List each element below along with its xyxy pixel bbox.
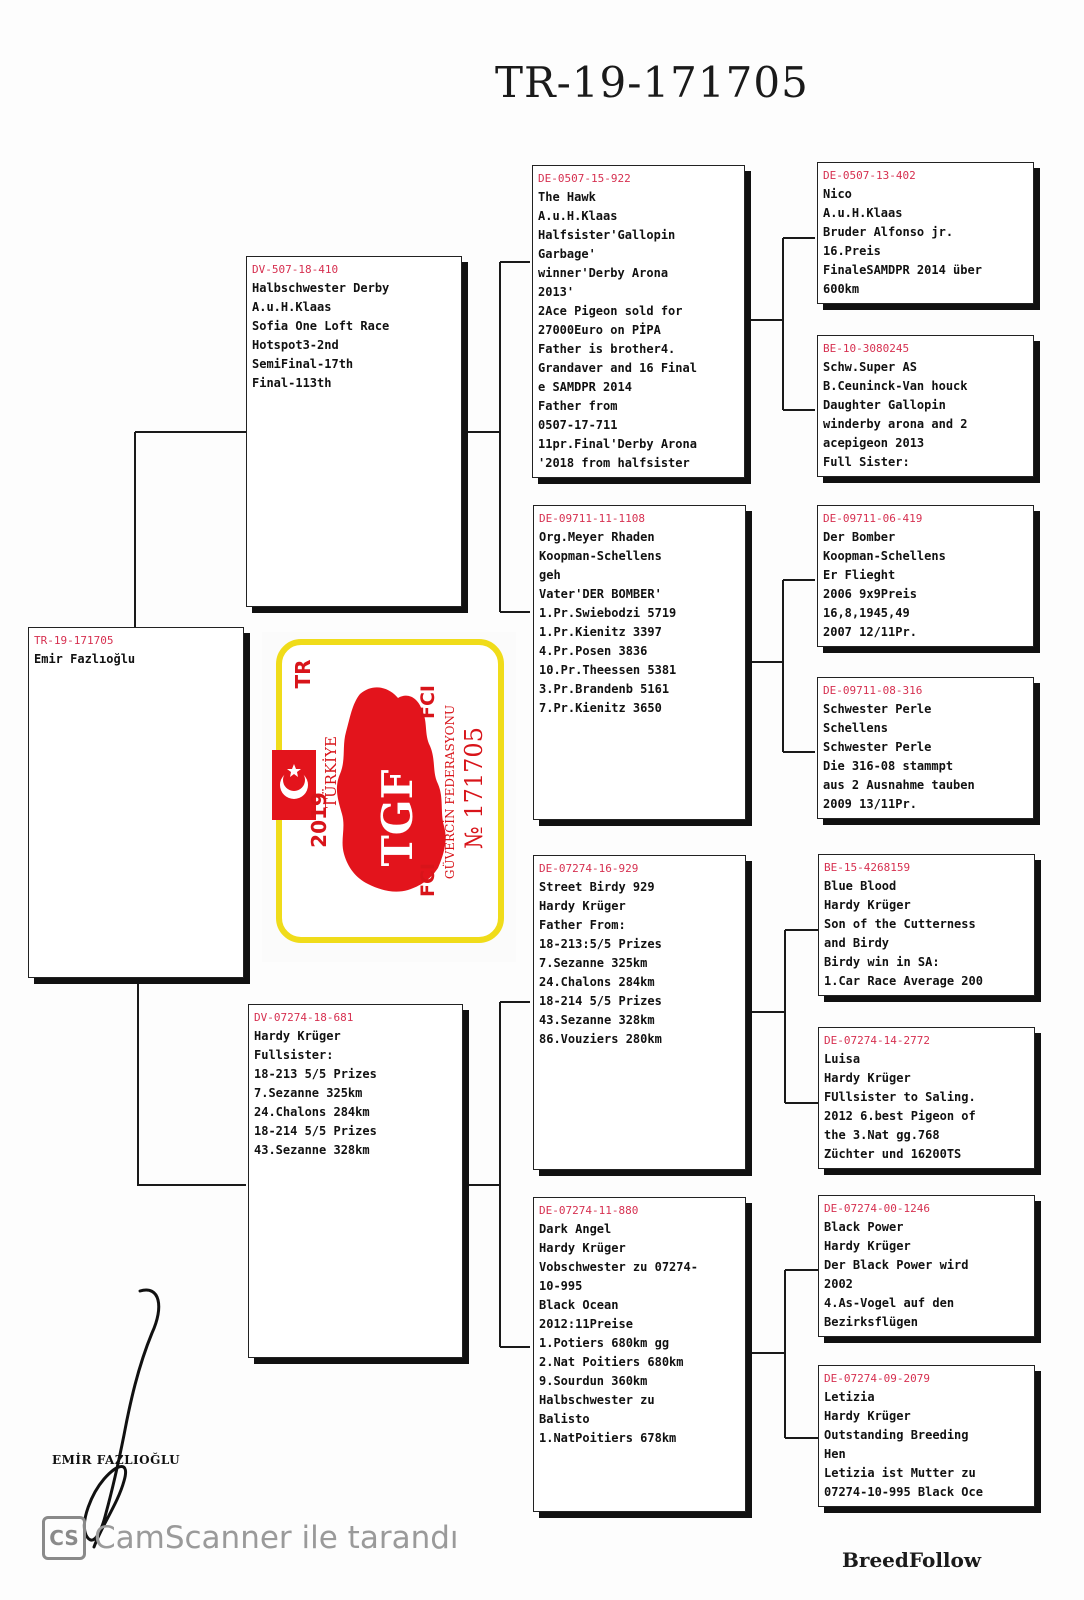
card-line: 16.Preis [823,244,881,258]
card-line: 2012:11Preise [539,1317,633,1331]
card-line: Dark Angel [539,1222,612,1236]
card-line: Hardy Krüger [539,1241,626,1255]
ring-number: DE-0507-13-402 [823,169,916,182]
ring-number: DV-07274-18-681 [254,1011,354,1024]
card-line: 2006 9x9Preis [823,587,917,601]
card-line: e SAMDPR 2014 [538,380,632,394]
card-line: Father from [538,399,618,413]
card-line: Father is brother4. [538,342,676,356]
card-line: Balisto [539,1412,590,1426]
card-line: 07274-10-995 Black Oce [824,1485,983,1499]
ring-number: DV-507-18-410 [252,263,339,276]
card-line: Birdy win in SA: [824,955,940,969]
card-line: Grandaver and 16 Final [538,361,697,375]
card-line: 600km [823,282,860,296]
card-line: Black Power [824,1220,904,1234]
card-line: Street Birdy 929 [539,880,655,894]
dam-sire-sire-card [818,854,1035,996]
card-line: B.Ceuninck-Van houck [823,379,968,393]
sire-sire-dam-card [817,335,1034,477]
sire-dam-card [533,505,746,820]
card-line: 2013' [538,285,575,299]
card-line: Schellens [823,721,889,735]
card-line: Black Ocean [539,1298,619,1312]
card-line: Letizia [824,1390,875,1404]
card-line: 2007 12/11Pr. [823,625,917,639]
card-line: Er Flieght [823,568,896,582]
card-line: Hardy Krüger [254,1029,341,1043]
dam-card [248,1004,463,1358]
card-line: 43.Sezanne 328km [254,1143,370,1157]
logo-year: 2019 [307,792,331,848]
card-line: 18-214 5/5 Prizes [254,1124,377,1138]
tgf-fci-logo [262,632,516,962]
card-line: A.u.H.Klaas [252,300,332,314]
card-line: Blue Blood [824,879,897,893]
ring-number: DE-07274-09-2079 [824,1372,930,1385]
card-line: Garbage' [538,247,596,261]
dam-dam-card [533,1197,746,1512]
card-line: 10.Pr.Theessen 5381 [539,663,677,677]
card-line: 43.Sezanne 328km [539,1013,655,1027]
sire-card [246,256,462,607]
ring-number: DE-0507-15-922 [538,172,631,185]
card-line: Schw.Super AS [823,360,917,374]
ring-number: DE-07274-14-2772 [824,1034,930,1047]
ring-number: BE-15-4268159 [824,861,911,874]
card-line: A.u.H.Klaas [538,209,618,223]
card-line: Father From: [539,918,626,932]
card-line: 7.Sezanne 325km [539,956,648,970]
camscanner-icon: CS [42,1516,86,1560]
card-line: Sofia One Loft Race [252,319,390,333]
card-line: geh [539,568,561,582]
card-line: 86.Vouziers 280km [539,1032,662,1046]
card-line: Hardy Krüger [824,1409,911,1423]
card-line: 2.Nat Poitiers 680km [539,1355,684,1369]
card-line: 2012 6.best Pigeon of [824,1109,976,1123]
card-line: 24.Chalons 284km [254,1105,370,1119]
card-line: Der Black Power wird [824,1258,969,1272]
card-line: Halbschwester zu [539,1393,655,1407]
camscanner-text: CamScanner ile tarandı [94,1520,459,1556]
card-line: 1.NatPoitiers 678km [539,1431,677,1445]
card-line: 24.Chalons 284km [539,975,655,989]
card-line: Outstanding Breeding [824,1428,969,1442]
card-line: Son of the Cutterness [824,917,976,931]
card-line: 2002 [824,1277,853,1291]
card-line: aus 2 Ausnahme tauben [823,778,975,792]
card-line: and Birdy [824,936,890,950]
card-line: Luisa [824,1052,861,1066]
ring-number: DE-07274-00-1246 [824,1202,930,1215]
card-line: 18-213 5/5 Prizes [254,1067,377,1081]
ring-number: TR-19-171705 [34,634,114,647]
card-line: 1.Pr.Swiebodzi 5719 [539,606,677,620]
card-line: Halfsister'Gallopin [538,228,676,242]
card-line: 18-214 5/5 Prizes [539,994,662,1008]
card-line: 7.Sezanne 325km [254,1086,363,1100]
card-line: FinaleSAMDPR 2014 über [823,263,982,277]
card-line: Schwester Perle [823,702,932,716]
card-line: Bruder Alfonso jr. [823,225,954,239]
card-line: 11pr.Final'Derby Arona [538,437,697,451]
logo-fci-top: FCI [417,685,439,719]
card-line: 4.As-Vogel auf den [824,1296,955,1310]
breedfollow-brand: BreedFollow [842,1548,982,1572]
logo-number: № 171705 [460,727,488,849]
card-line: SemiFinal-17th [252,357,354,371]
card-line: Hardy Krüger [824,1239,911,1253]
card-line: Halbschwester Derby [252,281,390,295]
ring-number: DE-09711-08-316 [823,684,923,697]
sire-sire-sire-card [817,162,1034,304]
card-line: Hardy Krüger [539,899,626,913]
card-line: Hotspot3-2nd [252,338,339,352]
card-line: Die 316-08 stammpt [823,759,954,773]
card-line: 1.Potiers 680km gg [539,1336,670,1350]
signature-name: EMİR FAZLIOĞLU [52,1453,181,1467]
card-line: 4.Pr.Posen 3836 [539,644,648,658]
card-line: Nico [823,187,852,201]
card-line: Emir Fazlıoğlu [34,652,136,666]
card-line: Der Bomber [823,530,896,544]
card-line: The Hawk [538,190,596,204]
logo-fci-bottom: FCI [417,863,439,897]
ring-number: DE-07274-16-929 [539,862,639,875]
card-line: winderby arona and 2 [823,417,968,431]
logo-country: TÜRKİYE [322,736,340,808]
card-line: Full Sister: [823,455,910,469]
card-line: winner'Derby Arona [538,266,669,280]
card-line: A.u.H.Klaas [823,206,903,220]
card-line: FUllsister to Saling. [824,1090,976,1104]
card-line: Bezirksflügen [824,1315,918,1329]
card-line: 0507-17-711 [538,418,618,432]
dam-sire-dam-card [818,1027,1035,1169]
card-line: Org.Meyer Rhaden [539,530,655,544]
ring-number: DE-09711-06-419 [823,512,923,525]
card-line: Final-113th [252,376,332,390]
card-line: Vater'DER BOMBER' [539,587,662,601]
card-line: Hen [824,1447,846,1461]
card-line: Letizia ist Mutter zu [824,1466,976,1480]
ring-number: DE-09711-11-1108 [539,512,645,525]
sire-dam-sire-card [817,505,1034,647]
card-line: 18-213:5/5 Prizes [539,937,662,951]
card-line: Hardy Krüger [824,898,911,912]
card-line: 9.Sourdun 360km [539,1374,648,1388]
sire-sire-card [532,165,745,478]
card-line: '2018 from halfsister [538,456,690,470]
card-line: 1.Car Race Average 200 [824,974,983,988]
camscanner-watermark [42,1515,459,1561]
card-line: Schwester Perle [823,740,932,754]
pedigree-title: TR-19-171705 [495,58,809,107]
dam-dam-dam-card [818,1365,1035,1507]
dam-sire-card [533,855,746,1170]
card-line: Vobschwester zu 07274- [539,1260,698,1274]
card-line: 7.Pr.Kienitz 3650 [539,701,662,715]
ring-number: DE-07274-11-880 [539,1204,639,1217]
card-line: the 3.Nat gg.768 [824,1128,940,1142]
ring-number: BE-10-3080245 [823,342,910,355]
logo-country-code: TR [291,659,315,689]
card-line: Züchter und 16200TS [824,1147,962,1161]
card-line: 10-995 [539,1279,583,1293]
dam-dam-sire-card [818,1195,1035,1337]
card-line: 1.Pr.Kienitz 3397 [539,625,662,639]
card-line: Hardy Krüger [824,1071,911,1085]
card-line: acepigeon 2013 [823,436,925,450]
card-line: Koopman-Schellens [539,549,662,563]
card-line: 2009 13/11Pr. [823,797,917,811]
card-line: Fullsister: [254,1048,334,1062]
card-line: 2Ace Pigeon sold for [538,304,683,318]
card-line: 3.Pr.Brandenb 5161 [539,682,670,696]
sire-dam-dam-card [817,677,1034,819]
card-line: 16,8,1945,49 [823,606,910,620]
card-line: Daughter Gallopin [823,398,946,412]
card-line: 27000Euro on PİPA [538,323,661,337]
card-line: Koopman-Schellens [823,549,946,563]
subject-card [28,627,244,978]
logo-federation: GÜVERCİN FEDERASYONU [443,704,457,880]
logo-acronym: TGF [373,769,422,867]
